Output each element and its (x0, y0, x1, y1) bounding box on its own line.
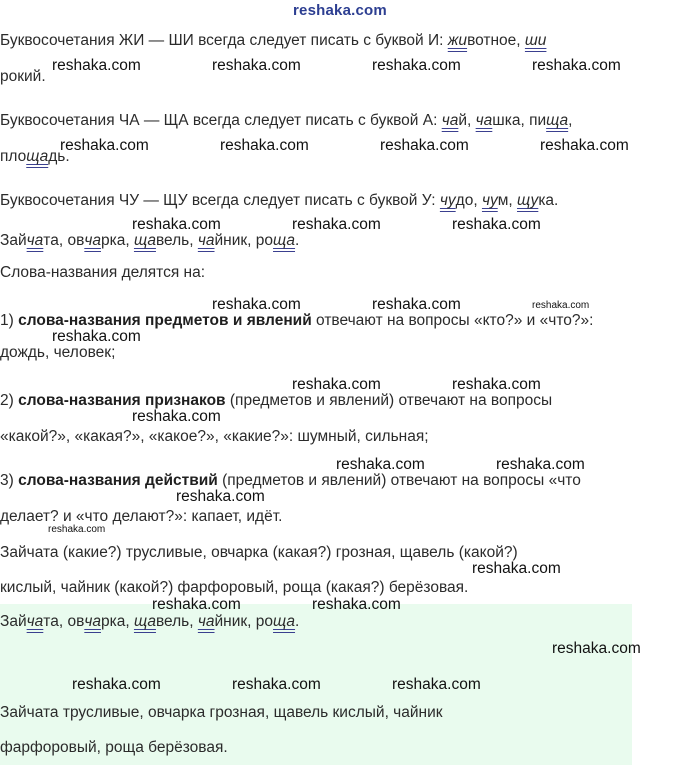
watermark: reshaka.com (152, 596, 241, 613)
rule-text: Буквосочетания ЧА — ЩА всегда следует писать с буквой А: (0, 112, 442, 129)
rule-zhi-shi-cont: рокий. (0, 68, 46, 85)
watermark: reshaka.com (220, 137, 309, 154)
site-logo[interactable]: reshaka.com (293, 2, 387, 19)
marked-syllable: жи (447, 32, 468, 49)
marked-syllable: ща (546, 112, 569, 129)
watermark: reshaka.com (532, 57, 621, 74)
word-rest: вель, (155, 613, 198, 630)
marked-syllable: ча (197, 232, 215, 249)
marked-syllable: ча (26, 613, 44, 630)
marked-syllable: чу (481, 192, 498, 209)
watermark: reshaka.com (380, 137, 469, 154)
item-actions-examples: делает? и «что делают?»: капает, идёт. (0, 508, 283, 525)
watermark: reshaka.com (312, 596, 401, 613)
item-attributes (0, 391, 552, 411)
questions-line-2: кислый, чайник (какой?) фарфоровый, роща (какая?) берёзовая. (0, 579, 469, 596)
watermark: reshaka.com (292, 376, 381, 393)
item-attributes-examples: «какой?», «какая?», «какое?», «какие?»: шумный, сильная; (0, 428, 429, 445)
marked-syllable: ча (197, 613, 215, 630)
watermark: reshaka.com (212, 296, 301, 313)
item-actions (0, 471, 581, 491)
word-rest: й, (458, 112, 476, 129)
watermark: reshaka.com (48, 524, 106, 535)
word-rest: . (295, 232, 300, 249)
term-description: (предметов и явлений) отвечают на вопросы «что (217, 472, 581, 489)
marked-syllable: ща (26, 148, 49, 165)
answer-line-2: фарфоровый, роща берёзовая. (0, 739, 228, 756)
marked-syllable: ща (133, 232, 156, 249)
watermark: reshaka.com (452, 216, 541, 233)
word-rest: м, (497, 192, 518, 209)
answer-words-with-marks (0, 612, 299, 632)
word-rest: до, (455, 192, 482, 209)
words-with-marks (0, 231, 299, 251)
word-rest: ка. (538, 192, 559, 209)
item-objects-examples: дождь, человек; (0, 344, 116, 361)
marked-syllable: ща (273, 232, 296, 249)
watermark: reshaka.com (292, 216, 381, 233)
watermark: reshaka.com (372, 296, 461, 313)
word-rest: дь. (48, 148, 70, 165)
word-rest: вотное, (467, 32, 525, 49)
questions-line-1: Зайчата (какие?) трусливые, овчарка (какая?) грозная, щавель (какой?) (0, 544, 518, 561)
word-rest: йник, ро (214, 613, 274, 630)
word-rest: , (568, 112, 573, 129)
word-rest: рка, (100, 232, 134, 249)
rule-text: Буквосочетания ЖИ — ШИ всегда следует писать с буквой И: (0, 32, 448, 49)
rule-zhi-shi (0, 31, 546, 51)
marked-syllable: чу (439, 192, 456, 209)
word-start: Зай (0, 613, 27, 630)
marked-syllable: ча (26, 232, 44, 249)
word-rest: рка, (100, 613, 134, 630)
watermark: reshaka.com (540, 137, 629, 154)
watermark: reshaka.com (72, 676, 161, 693)
watermark: reshaka.com (532, 300, 590, 311)
watermark: reshaka.com (52, 328, 141, 345)
watermark: reshaka.com (212, 57, 301, 74)
marked-syllable: ча (84, 232, 101, 249)
term: слова-названия предметов и явлений (18, 312, 312, 329)
marked-syllable: ча (84, 613, 101, 630)
marked-syllable: ча (475, 112, 493, 129)
watermark: reshaka.com (60, 137, 149, 154)
watermark: reshaka.com (132, 408, 221, 425)
watermark: reshaka.com (336, 456, 425, 473)
watermark: reshaka.com (176, 488, 265, 505)
watermark: reshaka.com (496, 456, 585, 473)
word-rest: шка, пи (492, 112, 547, 129)
word-rest: та, ов (43, 613, 85, 630)
watermark: reshaka.com (552, 640, 641, 657)
watermark: reshaka.com (372, 57, 461, 74)
word-rest: . (295, 613, 300, 630)
term-description: отвечают на вопросы «кто?» и «что?»: (311, 312, 594, 329)
watermark: reshaka.com (132, 216, 221, 233)
word-rest: йник, ро (214, 232, 274, 249)
marked-syllable: ща (133, 613, 156, 630)
term-description: (предметов и явлений) отвечают на вопросы (225, 392, 553, 409)
division-intro: Слова-названия делятся на: (0, 264, 206, 281)
word-rest: та, ов (43, 232, 85, 249)
marked-syllable: ши (524, 32, 547, 49)
rule-text: Буквосочетания ЧУ — ЩУ всегда следует писать с буквой У: (0, 192, 440, 209)
rule-chu-shchu (0, 191, 558, 211)
item-number: 2) (0, 392, 19, 409)
word-rest: вель, (155, 232, 198, 249)
word-start: Зай (0, 232, 27, 249)
watermark: reshaka.com (452, 376, 541, 393)
watermark: reshaka.com (52, 57, 141, 74)
marked-syllable: щу (517, 192, 539, 209)
watermark: reshaka.com (472, 560, 561, 577)
rule-cha-shcha (0, 111, 572, 131)
word-start: пло (0, 148, 27, 165)
answer-line-1: Зайчата трусливые, овчарка грозная, щавель кислый, чайник (0, 704, 443, 721)
marked-syllable: ща (273, 613, 296, 630)
watermark: reshaka.com (392, 676, 481, 693)
item-number: 3) (0, 472, 19, 489)
watermark: reshaka.com (232, 676, 321, 693)
marked-syllable: ча (441, 112, 459, 129)
term: слова-названия признаков (18, 392, 226, 409)
term: слова-названия действий (18, 472, 218, 489)
item-number: 1) (0, 312, 19, 329)
